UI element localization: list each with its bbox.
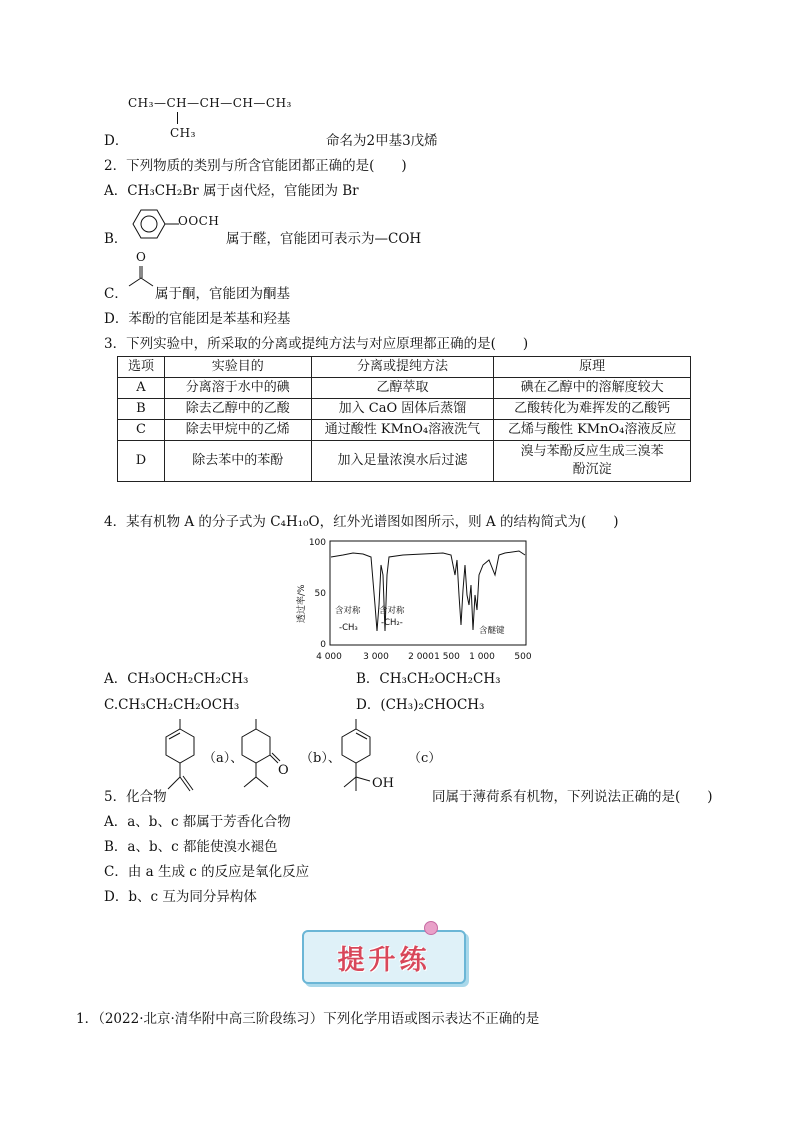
- ir-annotation: 含对称: [379, 606, 405, 616]
- table-cell: 乙烯与酸性 KMnO₄溶液反应: [494, 420, 691, 441]
- q3-stem: 3．下列实验中，所采取的分离或提纯方法与对应原理都正确的是( ): [104, 336, 529, 352]
- ir-xtick: 1 500: [434, 652, 460, 662]
- ir-annotation: -CH₂-: [381, 618, 403, 628]
- table-cell: D: [118, 441, 165, 482]
- benzene-ring-icon: [123, 206, 183, 242]
- q5-stem-end: 同属于薄荷系有机物，下列说法正确的是( ): [432, 789, 713, 805]
- practice-q1: 1．（2022·北京·清华附中高三阶段练习）下列化学用语或图示表达不正确的是: [76, 1011, 540, 1027]
- compound-c-hydroxyl: OH: [372, 776, 394, 791]
- q2-option-d: D．苯酚的官能团是苯基和羟基: [104, 311, 291, 327]
- compound-a-label: （a）、: [203, 751, 244, 766]
- q2-option-b-text: 属于醛，官能团可表示为—COH: [226, 231, 422, 247]
- table-cell: 乙醇萃取: [311, 378, 494, 399]
- q2-option-c-text: 属于酮，官能团为酮基: [155, 286, 290, 302]
- ir-xtick: 500: [514, 652, 532, 662]
- q5-stem-start: 5．化合物: [104, 789, 167, 805]
- q2-stem: 2．下列物质的类别与所含官能团都正确的是( ): [104, 158, 407, 174]
- ir-spectrum-line: [331, 551, 525, 631]
- compound-c-label: （c）: [408, 751, 442, 766]
- table-row: [118, 378, 691, 399]
- table-cell: B: [118, 399, 165, 420]
- ir-ytick: 0: [320, 640, 326, 650]
- q2-b-group: OOCH: [178, 214, 220, 228]
- q1d-text: 命名为2甲基3戊烯: [326, 133, 438, 149]
- table-cell: 除去乙醇中的乙酸: [164, 399, 311, 420]
- q1d-branch-bond: [177, 112, 178, 124]
- table-header: 原理: [494, 357, 691, 378]
- q5-option-d: D．b、c 互为同分异构体: [104, 889, 257, 905]
- q3-table: [117, 356, 691, 482]
- ir-xtick: 4 000: [316, 652, 342, 662]
- table-row: [118, 420, 691, 441]
- ir-ytick: 50: [314, 589, 326, 599]
- table-cell: 分离溶于水中的碘: [164, 378, 311, 399]
- q4-stem: 4．某有机物 A 的分子式为 C₄H₁₀O，红外光谱图如图所示，则 A 的结构简式为( ): [104, 514, 619, 530]
- q4-option-b: B．CH₃CH₂OCH₂CH₃: [356, 671, 501, 687]
- table-cell: 加入 CaO 固体后蒸馏: [311, 399, 494, 420]
- table-cell: 加入足量浓溴水后过滤: [311, 441, 494, 482]
- table-header: 实验目的: [164, 357, 311, 378]
- table-row: [118, 441, 691, 482]
- q1d-formula-branch: CH₃: [170, 126, 196, 140]
- compound-b-oxygen: O: [278, 763, 289, 778]
- table-cell: 除去甲烷中的乙烯: [164, 420, 311, 441]
- q2-c-oxygen: O: [136, 250, 147, 264]
- q5-option-b: B．a、b、c 都能使溴水褪色: [104, 839, 278, 855]
- ketone-structure-icon: [126, 264, 156, 290]
- ir-xtick: 2 000: [408, 652, 434, 662]
- q1d-formula-main: CH₃—CH—CH—CH—CH₃: [128, 96, 292, 110]
- section-banner: [302, 930, 466, 984]
- q4-option-c: C.CH₃CH₂CH₂OCH₃: [104, 697, 240, 713]
- ir-xtick: 1 000: [469, 652, 495, 662]
- ir-spectrum-figure: [293, 535, 533, 663]
- q2-option-a: A．CH₃CH₂Br 属于卤代烃，官能团为 Br: [104, 183, 359, 199]
- ir-annotation: 含醚键: [479, 626, 505, 636]
- q4-option-d: D．(CH₃)₂CHOCH₃: [356, 697, 485, 713]
- table-cell: 碘在乙醇中的溶解度较大: [494, 378, 691, 399]
- ir-xtick: 3 000: [363, 652, 389, 662]
- table-header: 选项: [118, 357, 165, 378]
- pin-icon: [424, 921, 438, 935]
- ir-annotation: -CH₃: [339, 623, 358, 633]
- compound-b-label: （b）、: [300, 751, 341, 766]
- q2-option-c-label: C．: [104, 286, 128, 302]
- ir-ytick: 100: [308, 538, 326, 548]
- table-cell: 乙酸转化为难挥发的乙酸钙: [494, 399, 691, 420]
- q2-option-b-label: B．: [104, 231, 128, 247]
- q1d-label: D．: [104, 133, 129, 149]
- compound-b-structure-icon: [226, 715, 296, 803]
- table-header: 分离或提纯方法: [311, 357, 494, 378]
- q4-option-a: A．CH₃OCH₂CH₂CH₃: [104, 671, 249, 687]
- q5-option-c: C．由 a 生成 c 的反应是氧化反应: [104, 864, 310, 880]
- table-row: [118, 399, 691, 420]
- table-cell: 通过酸性 KMnO₄溶液洗气: [311, 420, 494, 441]
- ir-annotation: 含对称: [335, 606, 361, 616]
- table-cell: A: [118, 378, 165, 399]
- table-cell: 溴与苯酚反应生成三溴苯酚沉淀: [494, 441, 691, 482]
- section-banner-title: 提升练: [337, 944, 431, 976]
- table-cell: 除去苯中的苯酚: [164, 441, 311, 482]
- table-cell: C: [118, 420, 165, 441]
- ir-ylabel: 透过率/%: [297, 584, 307, 623]
- table-header-row: [118, 357, 691, 378]
- q5-option-a: A．a、b、c 都属于芳香化合物: [104, 814, 291, 830]
